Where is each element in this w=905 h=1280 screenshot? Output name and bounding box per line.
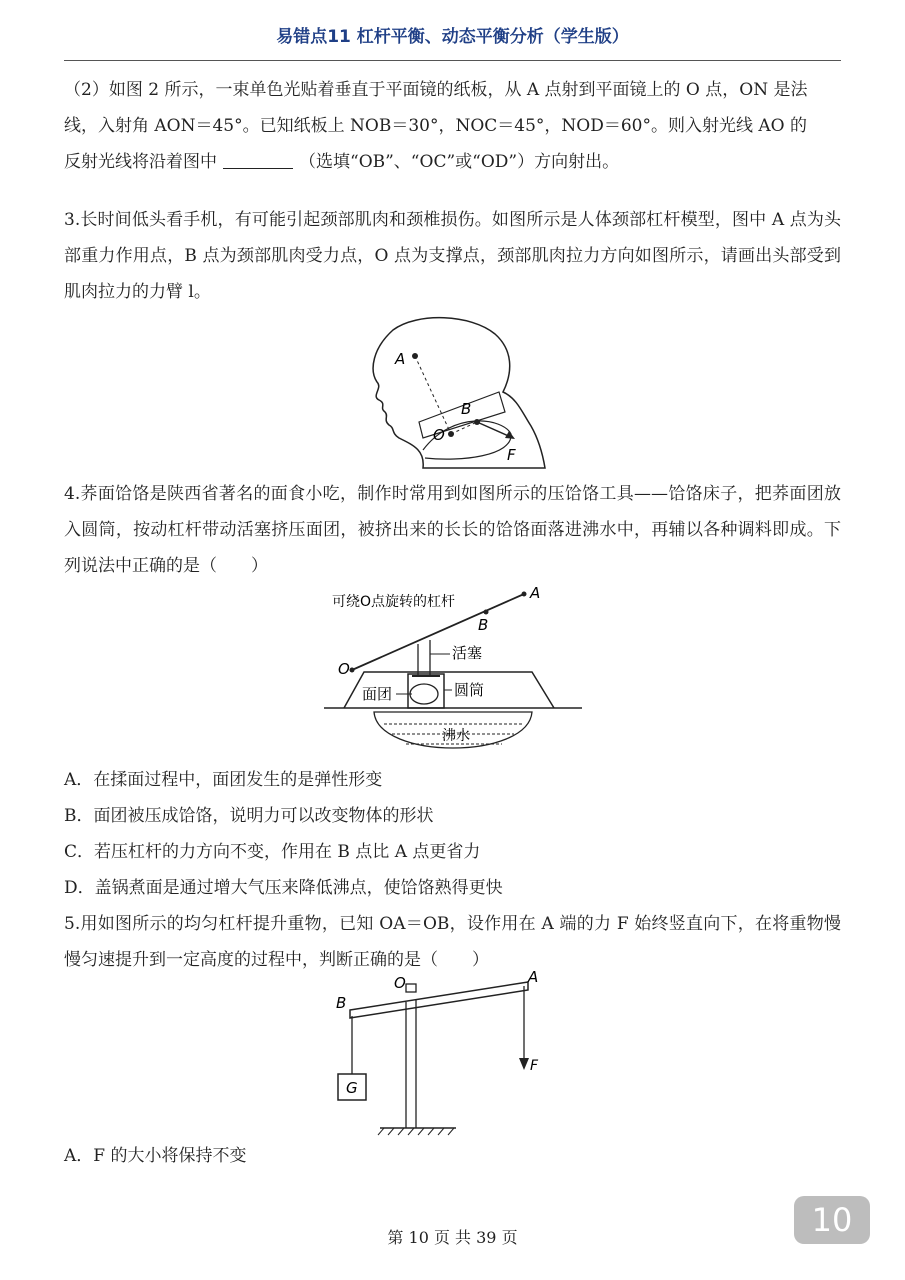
point-a [412, 353, 418, 359]
label-a: A [529, 584, 540, 602]
page-number-badge: 10 [794, 1196, 870, 1244]
head-outline [373, 318, 545, 468]
q4-option-a[interactable]: A．在揉面过程中，面团发生的是弹性形变 [64, 770, 383, 790]
q4-option-c[interactable]: C．若压杠杆的力方向不变，作用在 B 点比 A 点更省力 [64, 842, 481, 862]
q2-line-3-prefix: 反射光线将沿着图中 [64, 152, 217, 172]
point-a [521, 592, 526, 597]
cylinder [408, 674, 444, 708]
noodle-press-figure [318, 584, 588, 762]
q2-line-3 [64, 144, 841, 180]
hatch-5 [418, 1128, 424, 1135]
label-g: G [345, 1079, 358, 1097]
point-b [474, 419, 480, 425]
hatch-4 [408, 1128, 414, 1135]
hatch-2 [388, 1128, 394, 1135]
label-o: O [337, 660, 350, 678]
label-a: A [394, 350, 405, 368]
q5-option-a[interactable]: A．F 的大小将保持不变 [64, 1146, 247, 1166]
label-b: B [460, 400, 471, 418]
dough [410, 684, 438, 704]
label-b: B [335, 994, 346, 1012]
lever-bar [350, 982, 528, 1018]
label-o: O [393, 974, 406, 992]
q2-line-2: 线，入射角 AON＝45°。已知纸板上 NOB＝30°，NOC＝45°，NOD＝60°。则入射光线 AO 的 [64, 116, 808, 136]
document-body [64, 72, 841, 1174]
label-piston: 活塞 [451, 644, 482, 662]
point-o [349, 668, 354, 673]
q2-line-1: （2）如图 2 所示，一束单色光贴着垂直于平面镜的纸板，从 A 点射到平面镜上的 O 点，ON 是法 [64, 80, 808, 100]
label-o: O [432, 426, 445, 444]
q4-option-b[interactable]: B．面团被压成饸饹，说明力可以改变物体的形状 [64, 806, 434, 826]
hatch-6 [428, 1128, 434, 1135]
force-f-arrowhead [519, 1058, 529, 1070]
neck-lever-figure [353, 310, 553, 476]
ao-dashed-line [415, 356, 451, 434]
q3-text: 3.长时间低头看手机，有可能引起颈部肌肉和颈椎损伤。如图所示是人体颈部杠杆模型，图中 A 点为头部重力作用点，B 点为颈部肌肉受力点，O 点为支撑点，颈部肌肉拉力方向如图所示，请画出头部受到肌肉拉力的力臂 l。 [64, 210, 841, 302]
lever-weight-figure [335, 968, 568, 1138]
q4-options [64, 762, 841, 906]
label-water: 沸水 [441, 728, 470, 744]
label-a: A [527, 968, 538, 986]
label-f: F [506, 446, 516, 464]
q4-option-d[interactable]: D．盖锅煮面是通过增大气压来降低沸点，使饸饹熟得更快 [64, 878, 503, 898]
point-o [448, 431, 454, 437]
q2-answer-blank[interactable] [223, 150, 293, 169]
q5-text: 5.用如图所示的均匀杠杆提升重物，已知 OA＝OB，设作用在 A 端的力 F 始终竖直向下，在将重物慢慢匀速提升到一定高度的过程中，判断正确的是（ ） [64, 914, 841, 970]
q4-text: 4.荞面饸饹是陕西省著名的面食小吃，制作时常用到如图所示的压饸饹工具——饸饹床子，把荞面团放入圆筒，按动杠杆带动活塞挤压面团，被挤出来的长长的饸饹面落进沸水中，再辅以各种调料即成。下列说法中正确的是（ ） [64, 484, 841, 576]
label-cylinder: 圆筒 [453, 681, 484, 699]
page-footer: 第 10 页 共 39 页 [387, 1228, 518, 1247]
label-b: B [477, 616, 488, 634]
label-dough: 面团 [361, 685, 392, 703]
hatch-7 [438, 1128, 444, 1135]
q2-line-3-suffix: （选填“OB”、“OC”或“OD”）方向射出。 [299, 152, 620, 172]
hatch-1 [378, 1128, 384, 1135]
pivot-block [406, 984, 416, 992]
label-lever: 可绕O点旋转的杠杆 [331, 594, 455, 610]
header-divider [64, 60, 841, 61]
page-header-title: 易错点11 杠杆平衡、动态平衡分析（学生版） [276, 27, 629, 47]
hatch-3 [398, 1128, 404, 1135]
label-f: F [529, 1058, 538, 1074]
hatch-8 [448, 1128, 454, 1135]
point-b [483, 610, 488, 615]
